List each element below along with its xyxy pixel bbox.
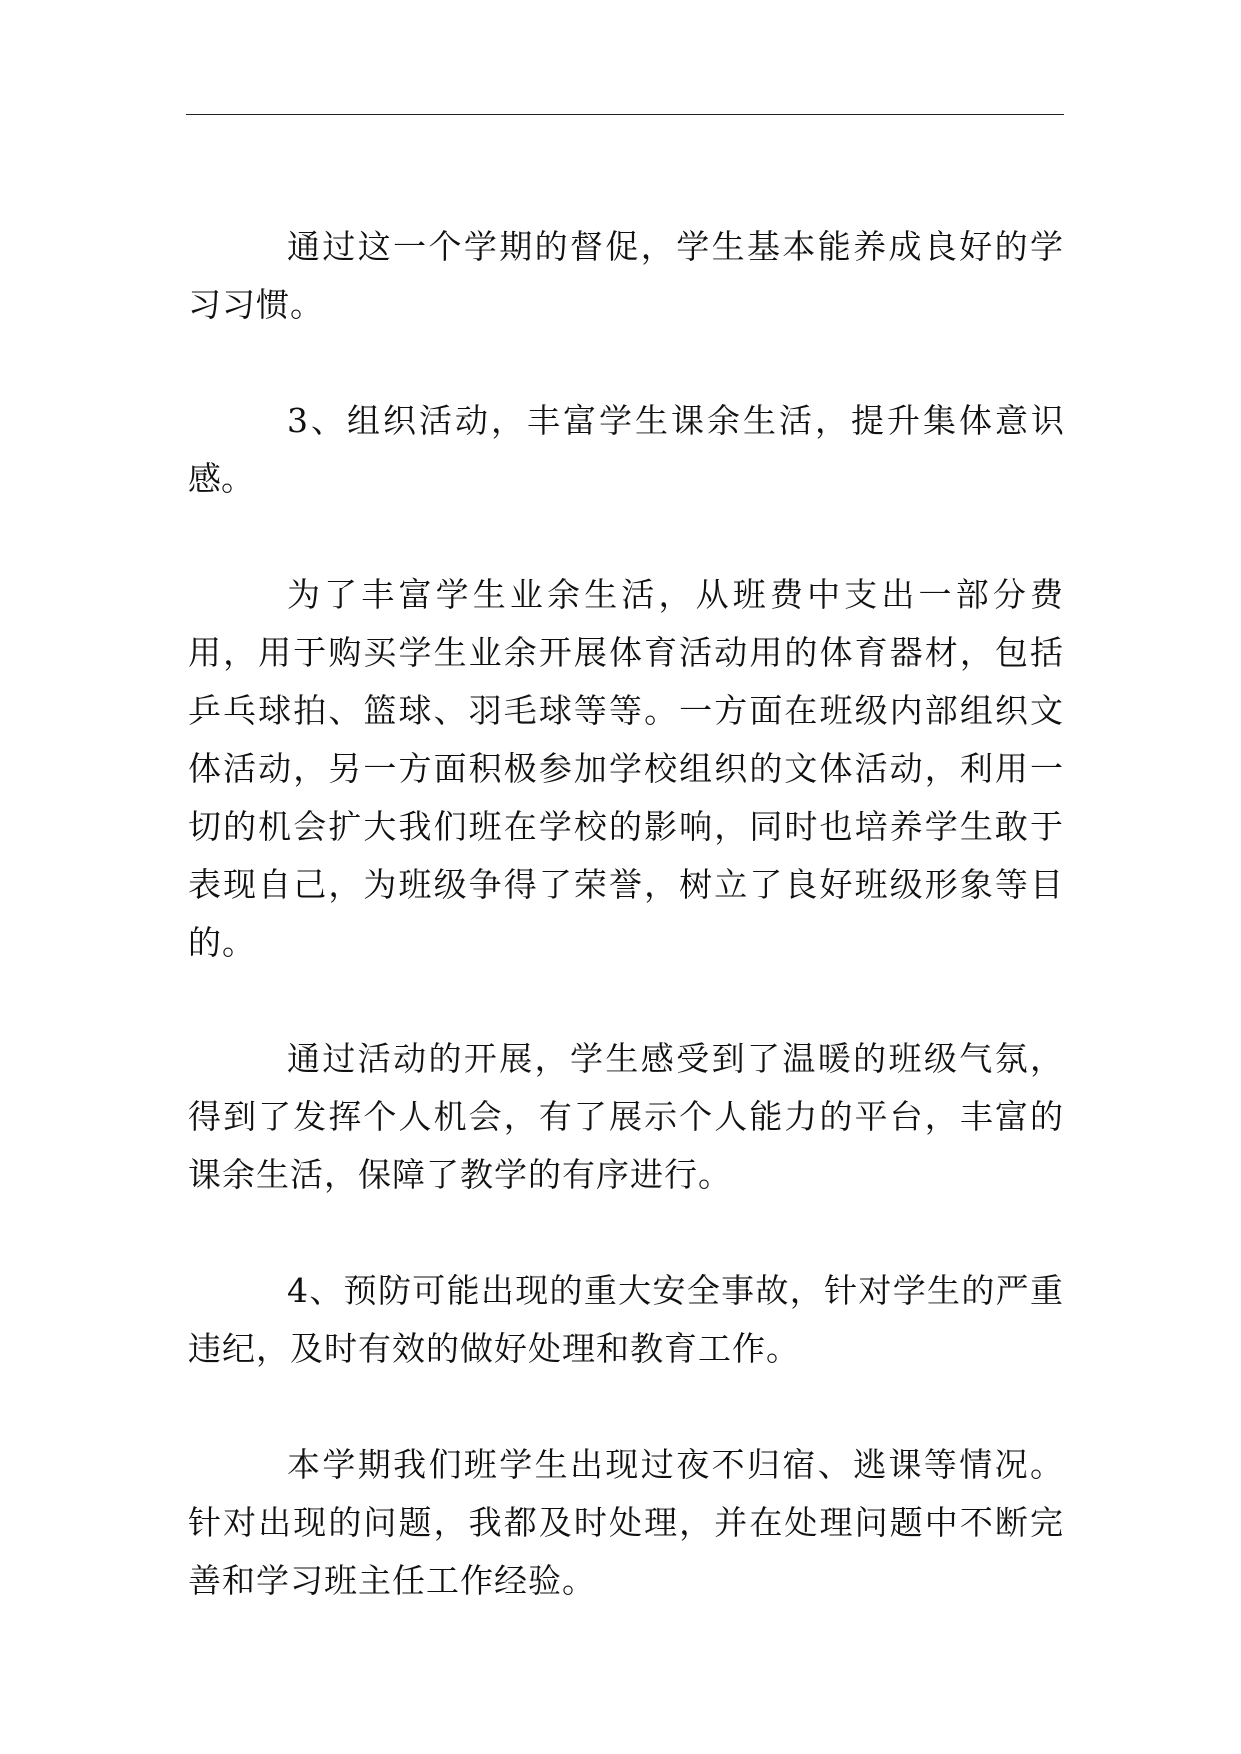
section-heading-safety: 4、预防可能出现的重大安全事故，针对学生的严重违纪，及时有效的做好处理和教育工作。 — [188, 1271, 1064, 1368]
paragraph-activities-result: 通过活动的开展，学生感受到了温暖的班级气氛，得到了发挥个人机会，有了展示个人能力的平台，丰富的课余生活，保障了教学的有序进行。 — [188, 1039, 1064, 1194]
header-rule — [186, 114, 1064, 115]
paragraph-safety-detail: 本学期我们班学生出现过夜不归宿、逃课等情况。针对出现的问题，我都及时处理，并在处理问题中不断完善和学习班主任工作经验。 — [188, 1445, 1064, 1600]
paragraph-study-habits: 通过这一个学期的督促，学生基本能养成良好的学习习惯。 — [188, 227, 1064, 324]
paragraph-activities-detail: 为了丰富学生业余生活，从班费中支出一部分费用，用于购买学生业余开展体育活动用的体育器材，包括乒乓球拍、篮球、羽毛球等等。一方面在班级内部组织文体活动，另一方面积极参加学校组织的文体活动，利用一切的机会扩大我们班在学校的影响，同时也培养学生敢于表现自己，为班级争得了荣誉，树立了良好班级形象等目的。 — [188, 575, 1064, 962]
section-heading-activities: 3、组织活动，丰富学生课余生活，提升集体意识感。 — [188, 401, 1064, 498]
document-body — [188, 218, 1064, 1610]
